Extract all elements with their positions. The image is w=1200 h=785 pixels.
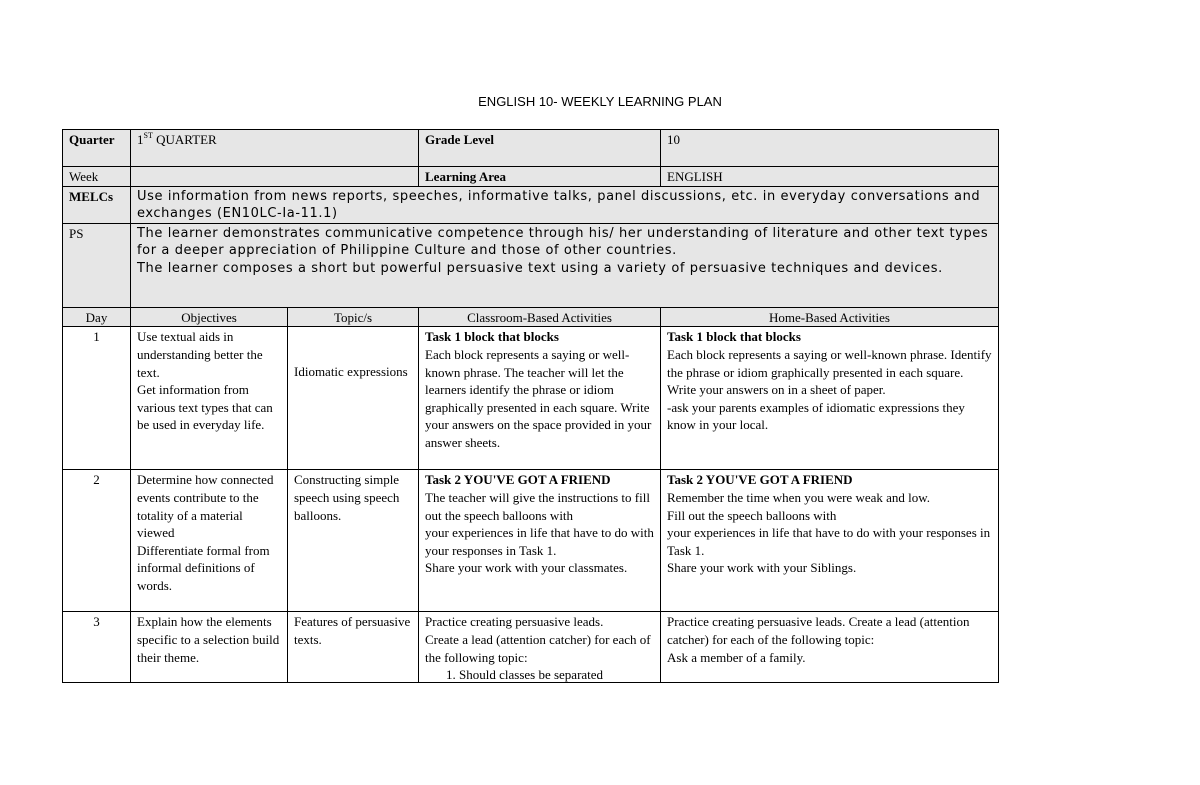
grade-level-value: 10 [661, 130, 999, 167]
header-classroom: Classroom-Based Activities [419, 307, 661, 327]
header-home: Home-Based Activities [661, 307, 999, 327]
classroom-task-title: Task 2 YOU'VE GOT A FRIEND [425, 472, 611, 488]
objectives-cell [131, 327, 288, 470]
quarter-label: Quarter [63, 130, 131, 167]
home-task-text: Task 1. [667, 542, 705, 558]
ps-row [63, 223, 999, 307]
classroom-task-text: Practice creating persuasive leads. [425, 614, 604, 630]
home-task-title: Task 1 block that blocks [667, 329, 801, 345]
classroom-task-text: your experiences in life that have to do with your responses in Task 1. [425, 525, 654, 558]
home-task-text: Each block represents a saying or well-known phrase. Identify the phrase or idiom graphically presented in each square. Write your answers on in a sheet of paper. [667, 346, 992, 398]
ps-standard-2: The learner composes a short but powerful persuasive text using a variety of persuasive techniques and devices. [137, 260, 943, 276]
ps-standard-1: The learner demonstrates communicative competence through his/ her understanding of literature and other text types for a deeper appreciation of Philippine Culture and those of other countries. [137, 225, 989, 259]
header-objectives: Objectives [131, 307, 288, 327]
home-activity-cell [661, 470, 999, 612]
grade-level-label: Grade Level [419, 130, 661, 167]
table-row [63, 470, 999, 612]
topic-text: Features of persuasive texts. [294, 614, 411, 647]
week-label: Week [63, 167, 131, 187]
home-task-text: Remember the time when you were weak and low. [667, 489, 931, 505]
objectives-cell [131, 612, 288, 683]
home-task-text: Fill out the speech balloons with [667, 507, 837, 523]
objectives-cell [131, 470, 288, 612]
melcs-row [63, 186, 999, 223]
topic-list [425, 666, 654, 682]
learning-plan-table [62, 129, 999, 683]
topic-cell [288, 327, 419, 470]
home-task-text: your experiences in life that have to do with your responses in [667, 525, 991, 541]
classroom-task-text: Share your work with your classmates. [425, 560, 628, 576]
topic-text: Constructing simple speech using speech balloons. [294, 472, 400, 523]
objective-item: Explain how the elements specific to a selection build their theme. [137, 614, 280, 665]
topic-cell [288, 470, 419, 612]
week-value [131, 167, 419, 187]
classroom-activity-cell [419, 327, 661, 470]
header-topics: Topic/s [288, 307, 419, 327]
home-task-text: Ask a member of a family. [667, 649, 806, 665]
column-header-row [63, 307, 999, 327]
table-row [63, 612, 999, 683]
page-title: ENGLISH 10- WEEKLY LEARNING PLAN [478, 94, 722, 109]
ps-value [131, 223, 999, 307]
topic-text: Idiomatic expressions [294, 364, 408, 380]
classroom-task-text: Each block represents a saying or well-known phrase. The teacher will let the learners identify the phrase or idiom graphically presented in each square. Write your answers on the space provided in your answer sheets. [425, 346, 652, 450]
ps-label: PS [63, 223, 131, 307]
objective-item: Determine how connected events contribute to the totality of a material viewed [137, 472, 274, 541]
home-task-text: Practice creating persuasive leads. Create a lead (attention catcher) for each of the following topic: [667, 614, 970, 647]
objective-item: Use textual aids in understanding better the text. [137, 329, 263, 380]
home-task-text: -ask your parents examples of idiomatic expressions they know in your local. [667, 399, 965, 433]
classroom-task-text: Create a lead (attention catcher) for each of the following topic: [425, 631, 651, 665]
table-row [63, 327, 999, 470]
learning-area-label: Learning Area [419, 167, 661, 187]
day-number: 2 [63, 470, 131, 612]
home-activity-cell [661, 327, 999, 470]
list-item: 1. Should classes be separated [459, 666, 654, 682]
week-row [63, 167, 999, 187]
classroom-activity-cell [419, 470, 661, 612]
home-task-text: Share your work with your Siblings. [667, 560, 857, 576]
home-task-title: Task 2 YOU'VE GOT A FRIEND [667, 472, 853, 488]
melcs-label: MELCs [63, 186, 131, 223]
quarter-row [63, 130, 999, 167]
header-day: Day [63, 307, 131, 327]
objective-item: Differentiate formal from informal definitions of words. [137, 542, 270, 593]
day-number: 3 [63, 612, 131, 683]
topic-cell [288, 612, 419, 683]
classroom-task-text: The teacher will give the instructions to fill out the speech balloons with [425, 489, 650, 523]
quarter-value: 1ST QUARTER [131, 130, 419, 167]
melcs-value: Use information from news reports, speeches, informative talks, panel discussions, etc. in everyday conversations and exchanges (EN10LC-Ia-11.1) [131, 186, 999, 223]
classroom-task-title: Task 1 block that blocks [425, 329, 559, 345]
learning-area-value: ENGLISH [661, 167, 999, 187]
home-activity-cell [661, 612, 999, 683]
classroom-activity-cell [419, 612, 661, 683]
objective-item: Get information from various text types that can be used in everyday life. [137, 382, 273, 433]
day-number: 1 [63, 327, 131, 470]
